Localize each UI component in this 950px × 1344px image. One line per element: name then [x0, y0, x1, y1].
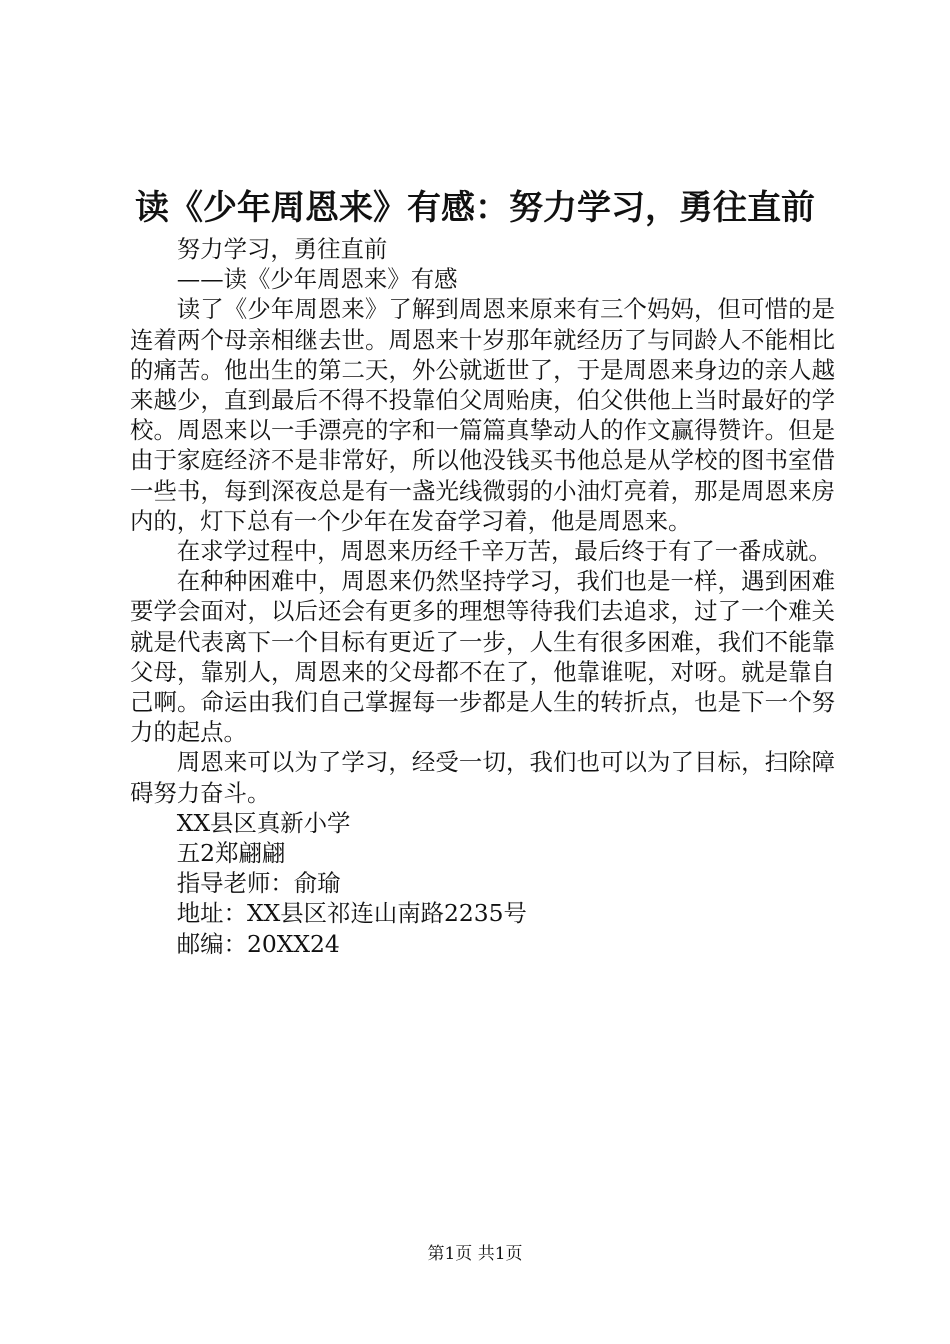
address-line: 地址：XX县区祁连山南路2235号 — [176, 899, 527, 928]
document-body — [130, 234, 835, 959]
body-paragraph: 读了《少年周恩来》了解到周恩来原来有三个妈妈，但可惜的是连着两个母亲相继去世。周恩来十岁那年就经历了与同龄人不能相比的痛苦。他出生的第二天，外公就逝世了，于是周恩来身边的亲人越来越少，直到最后不得不投靠伯父周贻庚，伯父供他上当时最好的学校。周恩来以一手漂亮的字和一篇篇真挚动人的作文赢得赞许。但是由于家庭经济不是非常好，所以他没钱买书他总是从学校的图书室借一些书，每到深夜总是有一盏光线微弱的小油灯亮着，那是周恩来房内的，灯下总有一个少年在发奋学习着，他是周恩来。 — [130, 295, 835, 535]
page-number-footer: 第1页 共1页 — [427, 1244, 523, 1264]
subtitle: 努力学习，勇往直前 — [176, 235, 388, 263]
teacher-line: 指导老师：俞瑜 — [176, 869, 341, 898]
body-paragraph: 周恩来可以为了学习，经受一切，我们也可以为了目标，扫除障碍努力奋斗。 — [130, 748, 835, 807]
school-name: XX县区真新小学 — [176, 808, 351, 837]
author-class-name: 五2郑翩翩 — [176, 839, 286, 868]
document-title: 读《少年周恩来》有感：努力学习，勇往直前 — [135, 188, 815, 228]
body-paragraph: 在种种困难中，周恩来仍然坚持学习，我们也是一样，遇到困难要学会面对，以后还会有更多的理想等待我们去追求，过了一个难关就是代表离下一个目标有更近了一步，人生有很多困难，我们不能靠父母，靠别人，周恩来的父母都不在了，他靠谁呢，对呀。就是靠自己啊。命运由我们自己掌握每一步都是人生的转折点，也是下一个努力的起点。 — [130, 567, 835, 747]
body-paragraph: 在求学过程中，周恩来历经千辛万苦，最后终于有了一番成就。 — [176, 537, 832, 566]
subtitle-byline: ——读《少年周恩来》有感 — [176, 265, 458, 294]
postcode-line: 邮编：20XX24 — [176, 929, 340, 958]
